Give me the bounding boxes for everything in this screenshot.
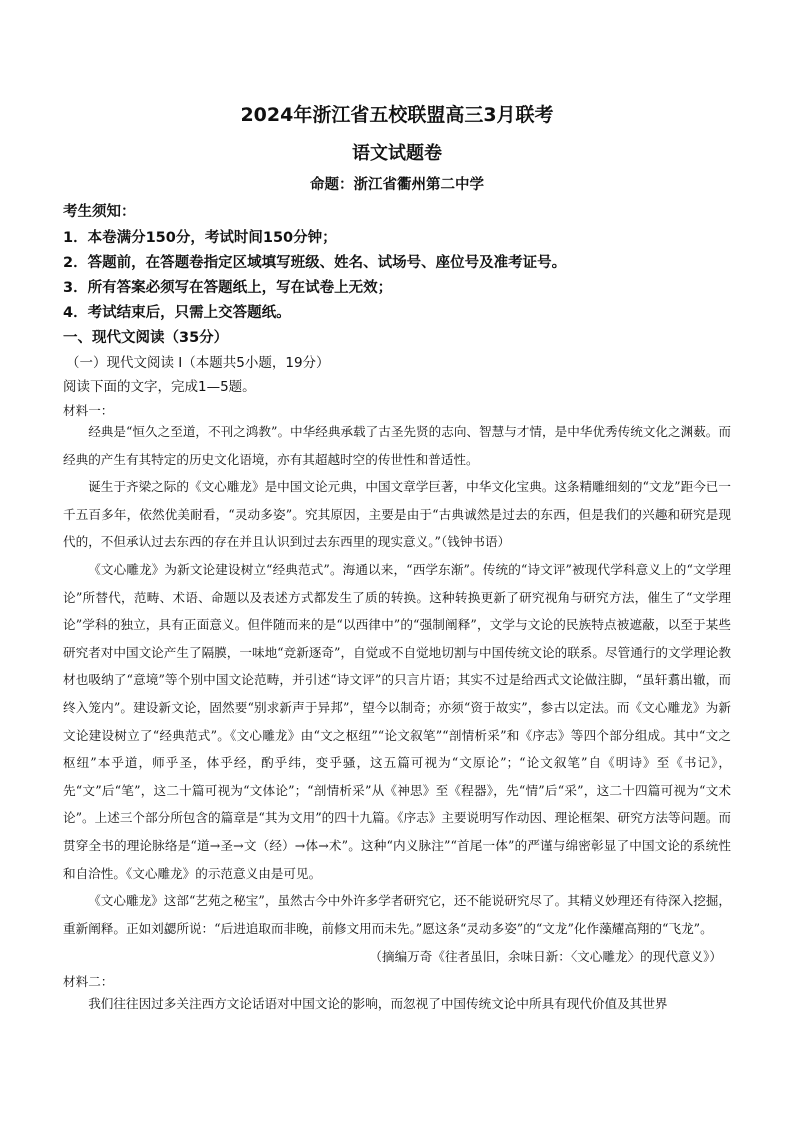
material-1-paragraph: 《文心雕龙》这部“艺苑之秘宝”，虽然古今中外许多学者研究它，还不能说研究尽了。其精义妙理还有待深入挖掘，重新阐释。正如刘勰所说：“后进追取而非晚，前修文用而未先。”愿这条“灵动多姿”的“文龙”化作藻耀高翔的“飞龙”。 (63, 893, 731, 936)
notice-item-1: 1．本卷满分150分，考试时间150分钟； (63, 230, 337, 246)
material-2-body (63, 990, 731, 1018)
material-1-source: （摘编万奇《往者虽旧，余味日新：〈文心雕龙〉的现代意义》） (369, 949, 722, 964)
notice-item-3: 3．所有答案必须写在答题纸上，写在试卷上无效； (63, 280, 393, 296)
material-2-label: 材料二： (63, 974, 114, 989)
section-heading: 一、现代文阅读（35分） (63, 330, 229, 346)
notice-item-4: 4．考试结束后，只需上交答题纸。 (63, 305, 291, 321)
material-1-paragraph: 诞生于齐梁之际的《文心雕龙》是中国文论元典，中国文章学巨著，中华文化宝典。这条精雕细刻的“文龙”距今已一千五百多年，依然优美耐看，“灵动多姿”。究其原因，主要是由于“古典诚然是过去的东西，但是我们的兴趣和研究是现代的，不但承认过去东西的存在并且认识到过去东西里的现实意义。”（钱钟书语） (63, 479, 731, 550)
sub-section-heading: （一）现代文阅读 I（本题共5小题，19分） (66, 355, 330, 371)
reading-instruction: 阅读下面的文字，完成1—5题。 (63, 379, 256, 395)
material-1-paragraph: 经典是“恒久之至道，不刊之鸿教”。中华经典承载了古圣先贤的志向、智慧与才情，是中华优秀传统文化之渊薮。而经典的产生有其特定的历史文化语境，亦有其超越时空的传世性和普适性。 (63, 424, 731, 467)
notice-heading: 考生须知： (63, 204, 136, 220)
material-1-label: 材料一： (63, 403, 114, 418)
setter-line: 命题：浙江省衢州第二中学 (310, 177, 484, 193)
material-1-paragraph: 《文心雕龙》为新文论建设树立“经典范式”。海通以来，“西学东渐”。传统的“诗文评”被现代学科意义上的“文学理论”所替代，范畴、术语、命题以及表述方式都发生了质的转换。这种转换更新了研究视角与研究方法，催生了“文学理论”学科的独立，具有正面意义。但伴随而来的是“以西律中”的“强制阐释”，文学与文论的民族特点被遮蔽，以至于某些研究者对中国文论产生了隔膜，一味地“竞新逐奇”，自觉或不自觉地切割与中国传统文论的联系。尽管通行的文学理论教材也吸纳了“意境”等个别中国文论范畴，并引述“诗文评”的只言片语；其实不过是给西式文论做注脚，“虽轩翥出辙，而终入笼内”。建设新文论，固然要“别求新声于异邦”，望今以制奇；亦须“资于故实”，参古以定法。而《文心雕龙》为新文论建设树立了“经典范式”。《文心雕龙》由“文之枢纽”“论文叙笔”“剖情析采”和《序志》等四个部分组成。其中“文之枢纽”本乎道，师乎圣，体乎经，酌乎纬，变乎骚，这五篇可视为“文原论”；“论文叙笔”自《明诗》至《书记》，先“文”后“笔”，这二十篇可视为“文体论”；“剖情析采”从《神思》至《程器》，先“情”后“采”，这二十四篇可视为“文术论”。上述三个部分所包含的篇章是“其为文用”的四十九篇。《序志》主要说明写作动因、理论框架、研究方法等问题。而贯穿全书的理论脉络是“道→圣→文（经）→体→术”。这种“内义脉注”“首尾一体”的严谨与绵密彰显了中国文论的系统性和自洽性。《文心雕龙》的示范意义由是可见。 (63, 561, 731, 881)
exam-title: 2024年浙江省五校联盟高三3月联考 (240, 104, 554, 126)
notice-item-2: 2．答题前，在答题卷指定区域填写班级、姓名、试场号、座位号及准考证号。 (63, 255, 567, 271)
material-1-body (63, 418, 731, 942)
material-2-paragraph: 我们往往因过多关注西方文论话语对中国文论的影响，而忽视了中国传统文论中所具有现代价值及其世界 (88, 996, 668, 1011)
paper-title: 语文试题卷 (352, 143, 442, 164)
